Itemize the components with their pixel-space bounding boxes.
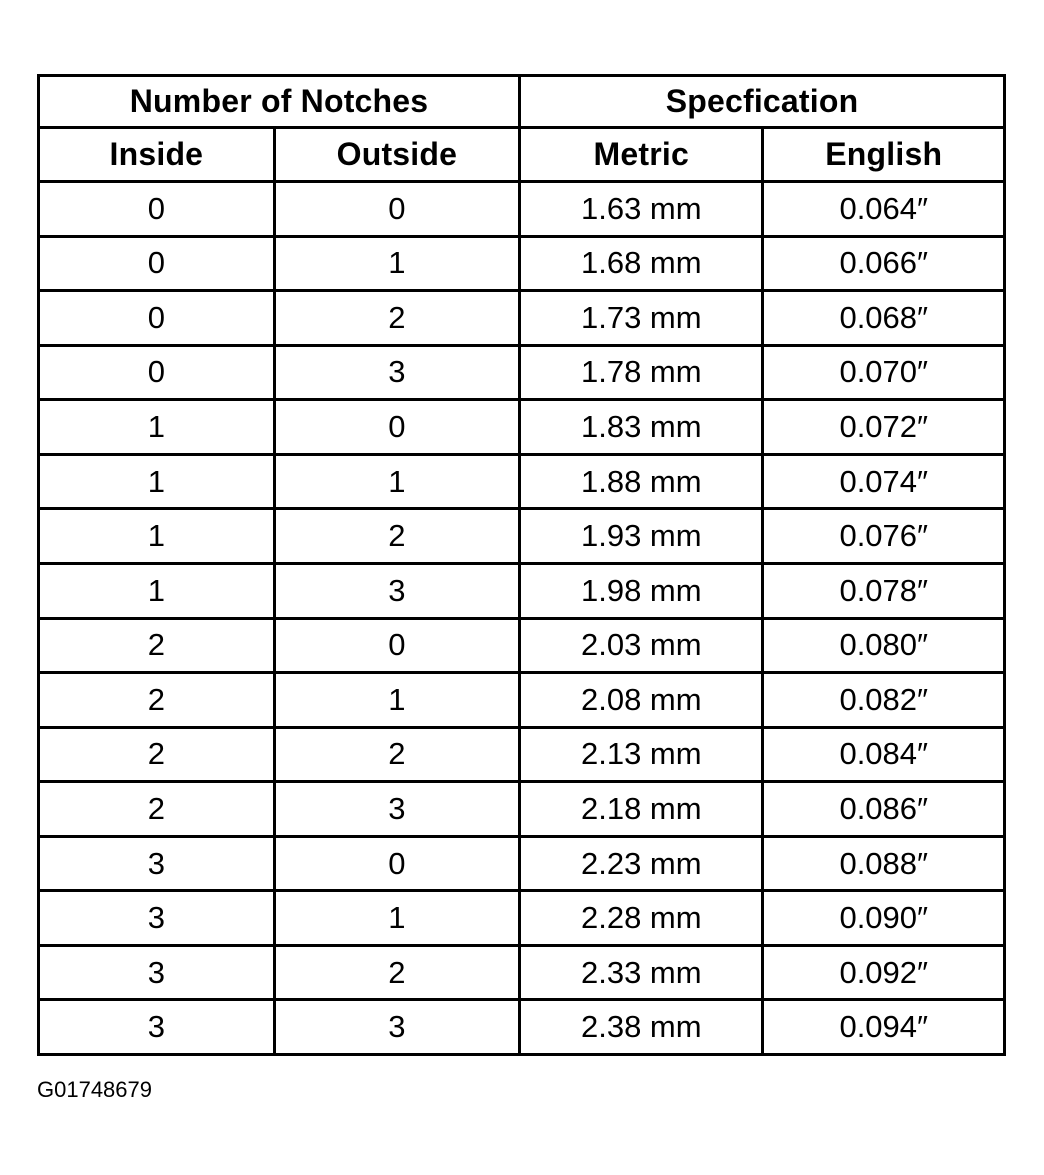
inside-cell: 0 bbox=[39, 345, 275, 400]
inside-cell: 0 bbox=[39, 291, 275, 346]
inside-cell: 3 bbox=[39, 945, 275, 1000]
outside-cell: 2 bbox=[274, 291, 519, 346]
english-cell: 0.086″ bbox=[763, 782, 1005, 837]
metric-cell: 2.18 mm bbox=[520, 782, 763, 837]
metric-column-header: Metric bbox=[520, 128, 763, 182]
inside-cell: 2 bbox=[39, 727, 275, 782]
metric-cell: 2.13 mm bbox=[520, 727, 763, 782]
inside-cell: 2 bbox=[39, 618, 275, 673]
figure-id: G01748679 bbox=[37, 1077, 152, 1102]
inside-cell: 2 bbox=[39, 673, 275, 728]
table-row bbox=[39, 891, 1005, 946]
outside-cell: 1 bbox=[274, 891, 519, 946]
table-row bbox=[39, 563, 1005, 618]
table-row bbox=[39, 291, 1005, 346]
english-cell: 0.066″ bbox=[763, 236, 1005, 291]
english-cell: 0.078″ bbox=[763, 563, 1005, 618]
inside-cell: 3 bbox=[39, 891, 275, 946]
outside-cell: 2 bbox=[274, 509, 519, 564]
outside-cell: 2 bbox=[274, 945, 519, 1000]
metric-cell: 2.03 mm bbox=[520, 618, 763, 673]
metric-cell: 1.68 mm bbox=[520, 236, 763, 291]
metric-cell: 1.78 mm bbox=[520, 345, 763, 400]
outside-cell: 0 bbox=[274, 836, 519, 891]
english-cell: 0.076″ bbox=[763, 509, 1005, 564]
metric-cell: 2.33 mm bbox=[520, 945, 763, 1000]
outside-cell: 3 bbox=[274, 345, 519, 400]
metric-cell: 1.98 mm bbox=[520, 563, 763, 618]
notches-group-header: Number of Notches bbox=[39, 76, 520, 128]
outside-cell: 1 bbox=[274, 454, 519, 509]
inside-cell: 3 bbox=[39, 1000, 275, 1055]
table-row bbox=[39, 782, 1005, 837]
table-body bbox=[39, 182, 1005, 1055]
table-row bbox=[39, 400, 1005, 455]
inside-cell: 0 bbox=[39, 182, 275, 237]
english-cell: 0.072″ bbox=[763, 400, 1005, 455]
group-header-row bbox=[39, 76, 1005, 128]
table-row bbox=[39, 454, 1005, 509]
table-row bbox=[39, 945, 1005, 1000]
english-cell: 0.088″ bbox=[763, 836, 1005, 891]
table-row bbox=[39, 1000, 1005, 1055]
english-cell: 0.074″ bbox=[763, 454, 1005, 509]
english-cell: 0.070″ bbox=[763, 345, 1005, 400]
outside-column-header: Outside bbox=[274, 128, 519, 182]
table-row bbox=[39, 673, 1005, 728]
metric-cell: 2.38 mm bbox=[520, 1000, 763, 1055]
table-row bbox=[39, 618, 1005, 673]
table-row bbox=[39, 182, 1005, 237]
outside-cell: 0 bbox=[274, 618, 519, 673]
notch-spec-table bbox=[37, 74, 1006, 1056]
outside-cell: 3 bbox=[274, 563, 519, 618]
metric-cell: 1.63 mm bbox=[520, 182, 763, 237]
metric-cell: 1.88 mm bbox=[520, 454, 763, 509]
outside-cell: 3 bbox=[274, 782, 519, 837]
metric-cell: 2.28 mm bbox=[520, 891, 763, 946]
table-row bbox=[39, 345, 1005, 400]
inside-cell: 3 bbox=[39, 836, 275, 891]
english-cell: 0.090″ bbox=[763, 891, 1005, 946]
metric-cell: 2.23 mm bbox=[520, 836, 763, 891]
english-cell: 0.082″ bbox=[763, 673, 1005, 728]
english-cell: 0.064″ bbox=[763, 182, 1005, 237]
metric-cell: 1.93 mm bbox=[520, 509, 763, 564]
metric-cell: 2.08 mm bbox=[520, 673, 763, 728]
english-cell: 0.080″ bbox=[763, 618, 1005, 673]
outside-cell: 2 bbox=[274, 727, 519, 782]
table-row bbox=[39, 509, 1005, 564]
outside-cell: 1 bbox=[274, 673, 519, 728]
table-row bbox=[39, 236, 1005, 291]
inside-cell: 2 bbox=[39, 782, 275, 837]
inside-cell: 1 bbox=[39, 454, 275, 509]
english-cell: 0.092″ bbox=[763, 945, 1005, 1000]
metric-cell: 1.83 mm bbox=[520, 400, 763, 455]
column-header-row bbox=[39, 128, 1005, 182]
inside-cell: 1 bbox=[39, 400, 275, 455]
english-cell: 0.068″ bbox=[763, 291, 1005, 346]
outside-cell: 0 bbox=[274, 400, 519, 455]
inside-column-header: Inside bbox=[39, 128, 275, 182]
metric-cell: 1.73 mm bbox=[520, 291, 763, 346]
table-header bbox=[39, 76, 1005, 182]
english-cell: 0.094″ bbox=[763, 1000, 1005, 1055]
outside-cell: 1 bbox=[274, 236, 519, 291]
table-row bbox=[39, 836, 1005, 891]
outside-cell: 0 bbox=[274, 182, 519, 237]
inside-cell: 1 bbox=[39, 509, 275, 564]
english-column-header: English bbox=[763, 128, 1005, 182]
inside-cell: 0 bbox=[39, 236, 275, 291]
outside-cell: 3 bbox=[274, 1000, 519, 1055]
english-cell: 0.084″ bbox=[763, 727, 1005, 782]
table-row bbox=[39, 727, 1005, 782]
spec-group-header: Specfication bbox=[520, 76, 1005, 128]
inside-cell: 1 bbox=[39, 563, 275, 618]
